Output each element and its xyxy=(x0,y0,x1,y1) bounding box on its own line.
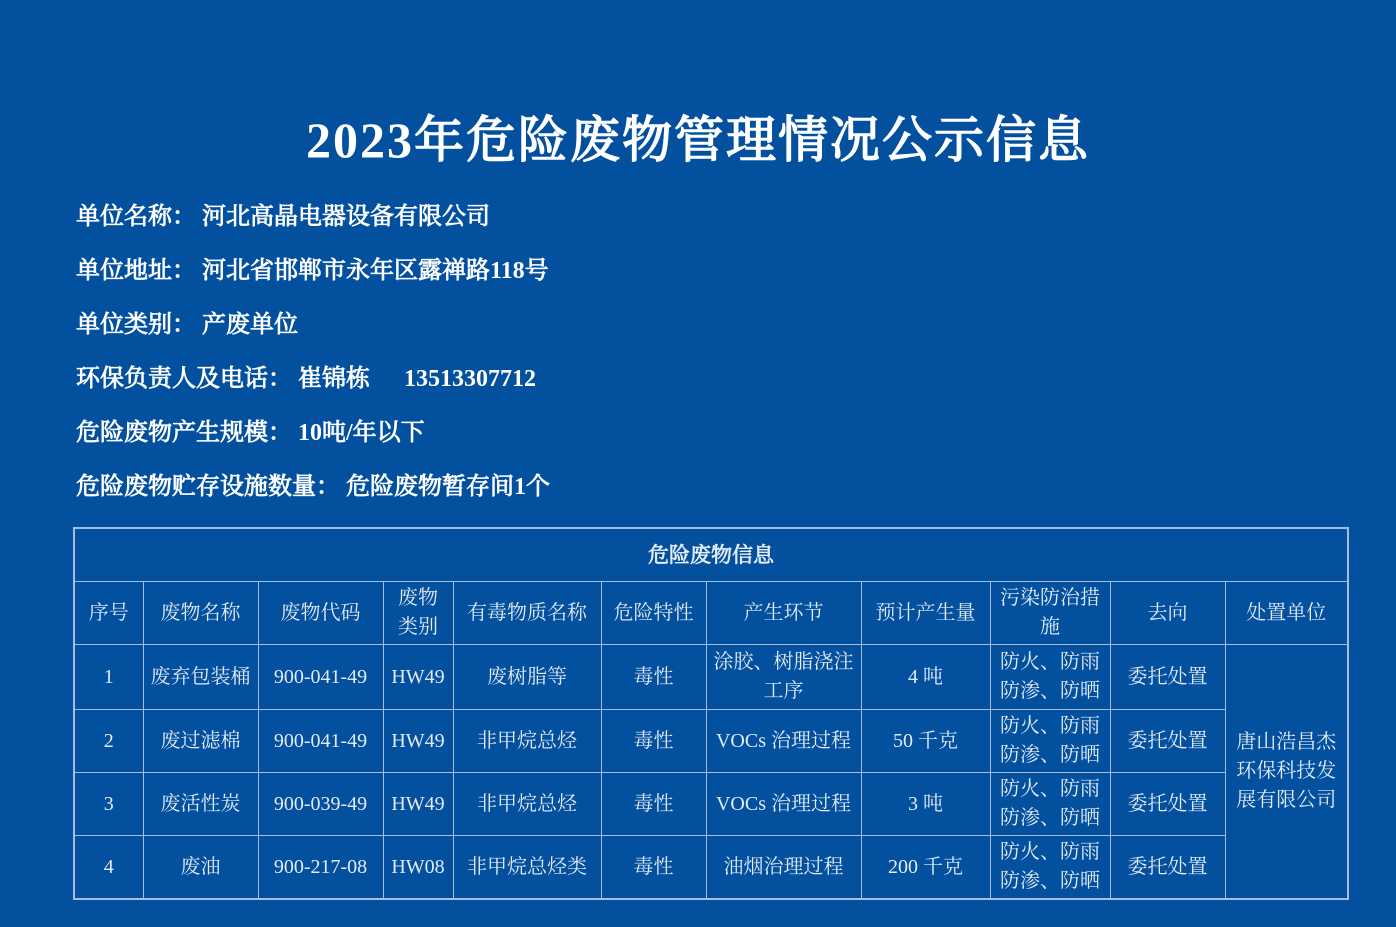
info-value: 河北高晶电器设备有限公司 xyxy=(202,204,490,230)
table-cell: 4 xyxy=(74,836,143,900)
table-cell: 非甲烷总烃 xyxy=(453,773,601,836)
company-info-block xyxy=(76,190,550,514)
table-cell: 涂胶、树脂浇注工序 xyxy=(706,645,861,710)
table-cell: 防火、防雨防渗、防晒 xyxy=(990,645,1110,710)
table-cell: 委托处置 xyxy=(1110,773,1225,836)
contact-phone: 13513307712 xyxy=(404,366,536,392)
table-cell: 防火、防雨防渗、防晒 xyxy=(990,836,1110,900)
column-header-waste-name: 废物名称 xyxy=(143,582,258,645)
info-label: 环保负责人及电话： xyxy=(76,366,292,392)
info-line-env-contact xyxy=(76,352,550,406)
table-cell: 3 xyxy=(74,773,143,836)
table-cell: 2 xyxy=(74,710,143,773)
table-cell: 50 千克 xyxy=(861,710,990,773)
table-cell: 900-041-49 xyxy=(258,710,383,773)
table-cell: 毒性 xyxy=(601,645,706,710)
disposal-company-cell: 唐山浩昌杰环保科技发展有限公司 xyxy=(1225,645,1348,900)
table-header-row xyxy=(74,582,1348,645)
table-cell: 委托处置 xyxy=(1110,836,1225,900)
table-cell: VOCs 治理过程 xyxy=(706,710,861,773)
column-header-disposal-unit: 处置单位 xyxy=(1225,582,1348,645)
info-value: 河北省邯郸市永年区露禅路118号 xyxy=(202,258,549,284)
table-cell: VOCs 治理过程 xyxy=(706,773,861,836)
table-row xyxy=(74,836,1348,900)
column-header-waste-category: 废物类别 xyxy=(383,582,453,645)
info-label: 危险废物贮存设施数量： xyxy=(76,474,340,500)
table-cell: HW08 xyxy=(383,836,453,900)
table-cell: 200 千克 xyxy=(861,836,990,900)
table-cell: 废活性炭 xyxy=(143,773,258,836)
column-header-pollution-control: 污染防治措施 xyxy=(990,582,1110,645)
table-caption-row xyxy=(74,528,1348,582)
table-row xyxy=(74,710,1348,773)
column-header-toxic-substance: 有毒物质名称 xyxy=(453,582,601,645)
table-cell: 900-217-08 xyxy=(258,836,383,900)
table-cell: 废弃包装桶 xyxy=(143,645,258,710)
table-cell: 4 吨 xyxy=(861,645,990,710)
table-cell: 毒性 xyxy=(601,710,706,773)
table-row xyxy=(74,645,1348,710)
info-label: 危险废物产生规模： xyxy=(76,420,292,446)
table-cell: 废过滤棉 xyxy=(143,710,258,773)
table-cell: 非甲烷总烃 xyxy=(453,710,601,773)
column-header-generation-stage: 产生环节 xyxy=(706,582,861,645)
table-cell: 油烟治理过程 xyxy=(706,836,861,900)
info-line-company-name xyxy=(76,190,550,244)
table-cell: HW49 xyxy=(383,773,453,836)
table-cell: 委托处置 xyxy=(1110,645,1225,710)
table-cell: 防火、防雨防渗、防晒 xyxy=(990,773,1110,836)
table-cell: 废油 xyxy=(143,836,258,900)
column-header-hazard-trait: 危险特性 xyxy=(601,582,706,645)
table-row xyxy=(74,773,1348,836)
table-cell: 1 xyxy=(74,645,143,710)
table-cell: HW49 xyxy=(383,710,453,773)
table-cell: HW49 xyxy=(383,645,453,710)
info-value: 危险废物暂存间1个 xyxy=(346,474,550,500)
hazardous-waste-table xyxy=(73,527,1349,900)
page-title: 2023年危险废物管理情况公示信息 xyxy=(306,112,1090,168)
table-cell: 防火、防雨防渗、防晒 xyxy=(990,710,1110,773)
table-caption: 危险废物信息 xyxy=(74,528,1348,582)
info-line-storage-facilities xyxy=(76,460,550,514)
table-cell: 900-041-49 xyxy=(258,645,383,710)
table-cell: 毒性 xyxy=(601,773,706,836)
table-cell: 委托处置 xyxy=(1110,710,1225,773)
info-label: 单位地址： xyxy=(76,258,196,284)
table-cell: 毒性 xyxy=(601,836,706,900)
info-line-company-address xyxy=(76,244,550,298)
table-cell: 废树脂等 xyxy=(453,645,601,710)
info-line-company-type xyxy=(76,298,550,352)
column-header-estimated-output: 预计产生量 xyxy=(861,582,990,645)
info-label: 单位名称： xyxy=(76,204,196,230)
column-header-seq: 序号 xyxy=(74,582,143,645)
table-cell: 3 吨 xyxy=(861,773,990,836)
info-value: 产废单位 xyxy=(202,312,298,338)
table-cell: 900-039-49 xyxy=(258,773,383,836)
table-cell: 非甲烷总烃类 xyxy=(453,836,601,900)
column-header-destination: 去向 xyxy=(1110,582,1225,645)
info-label: 单位类别： xyxy=(76,312,196,338)
info-line-waste-scale xyxy=(76,406,550,460)
column-header-waste-code: 废物代码 xyxy=(258,582,383,645)
contact-name: 崔锦栋 xyxy=(298,366,370,392)
info-value: 10吨/年以下 xyxy=(298,420,425,446)
